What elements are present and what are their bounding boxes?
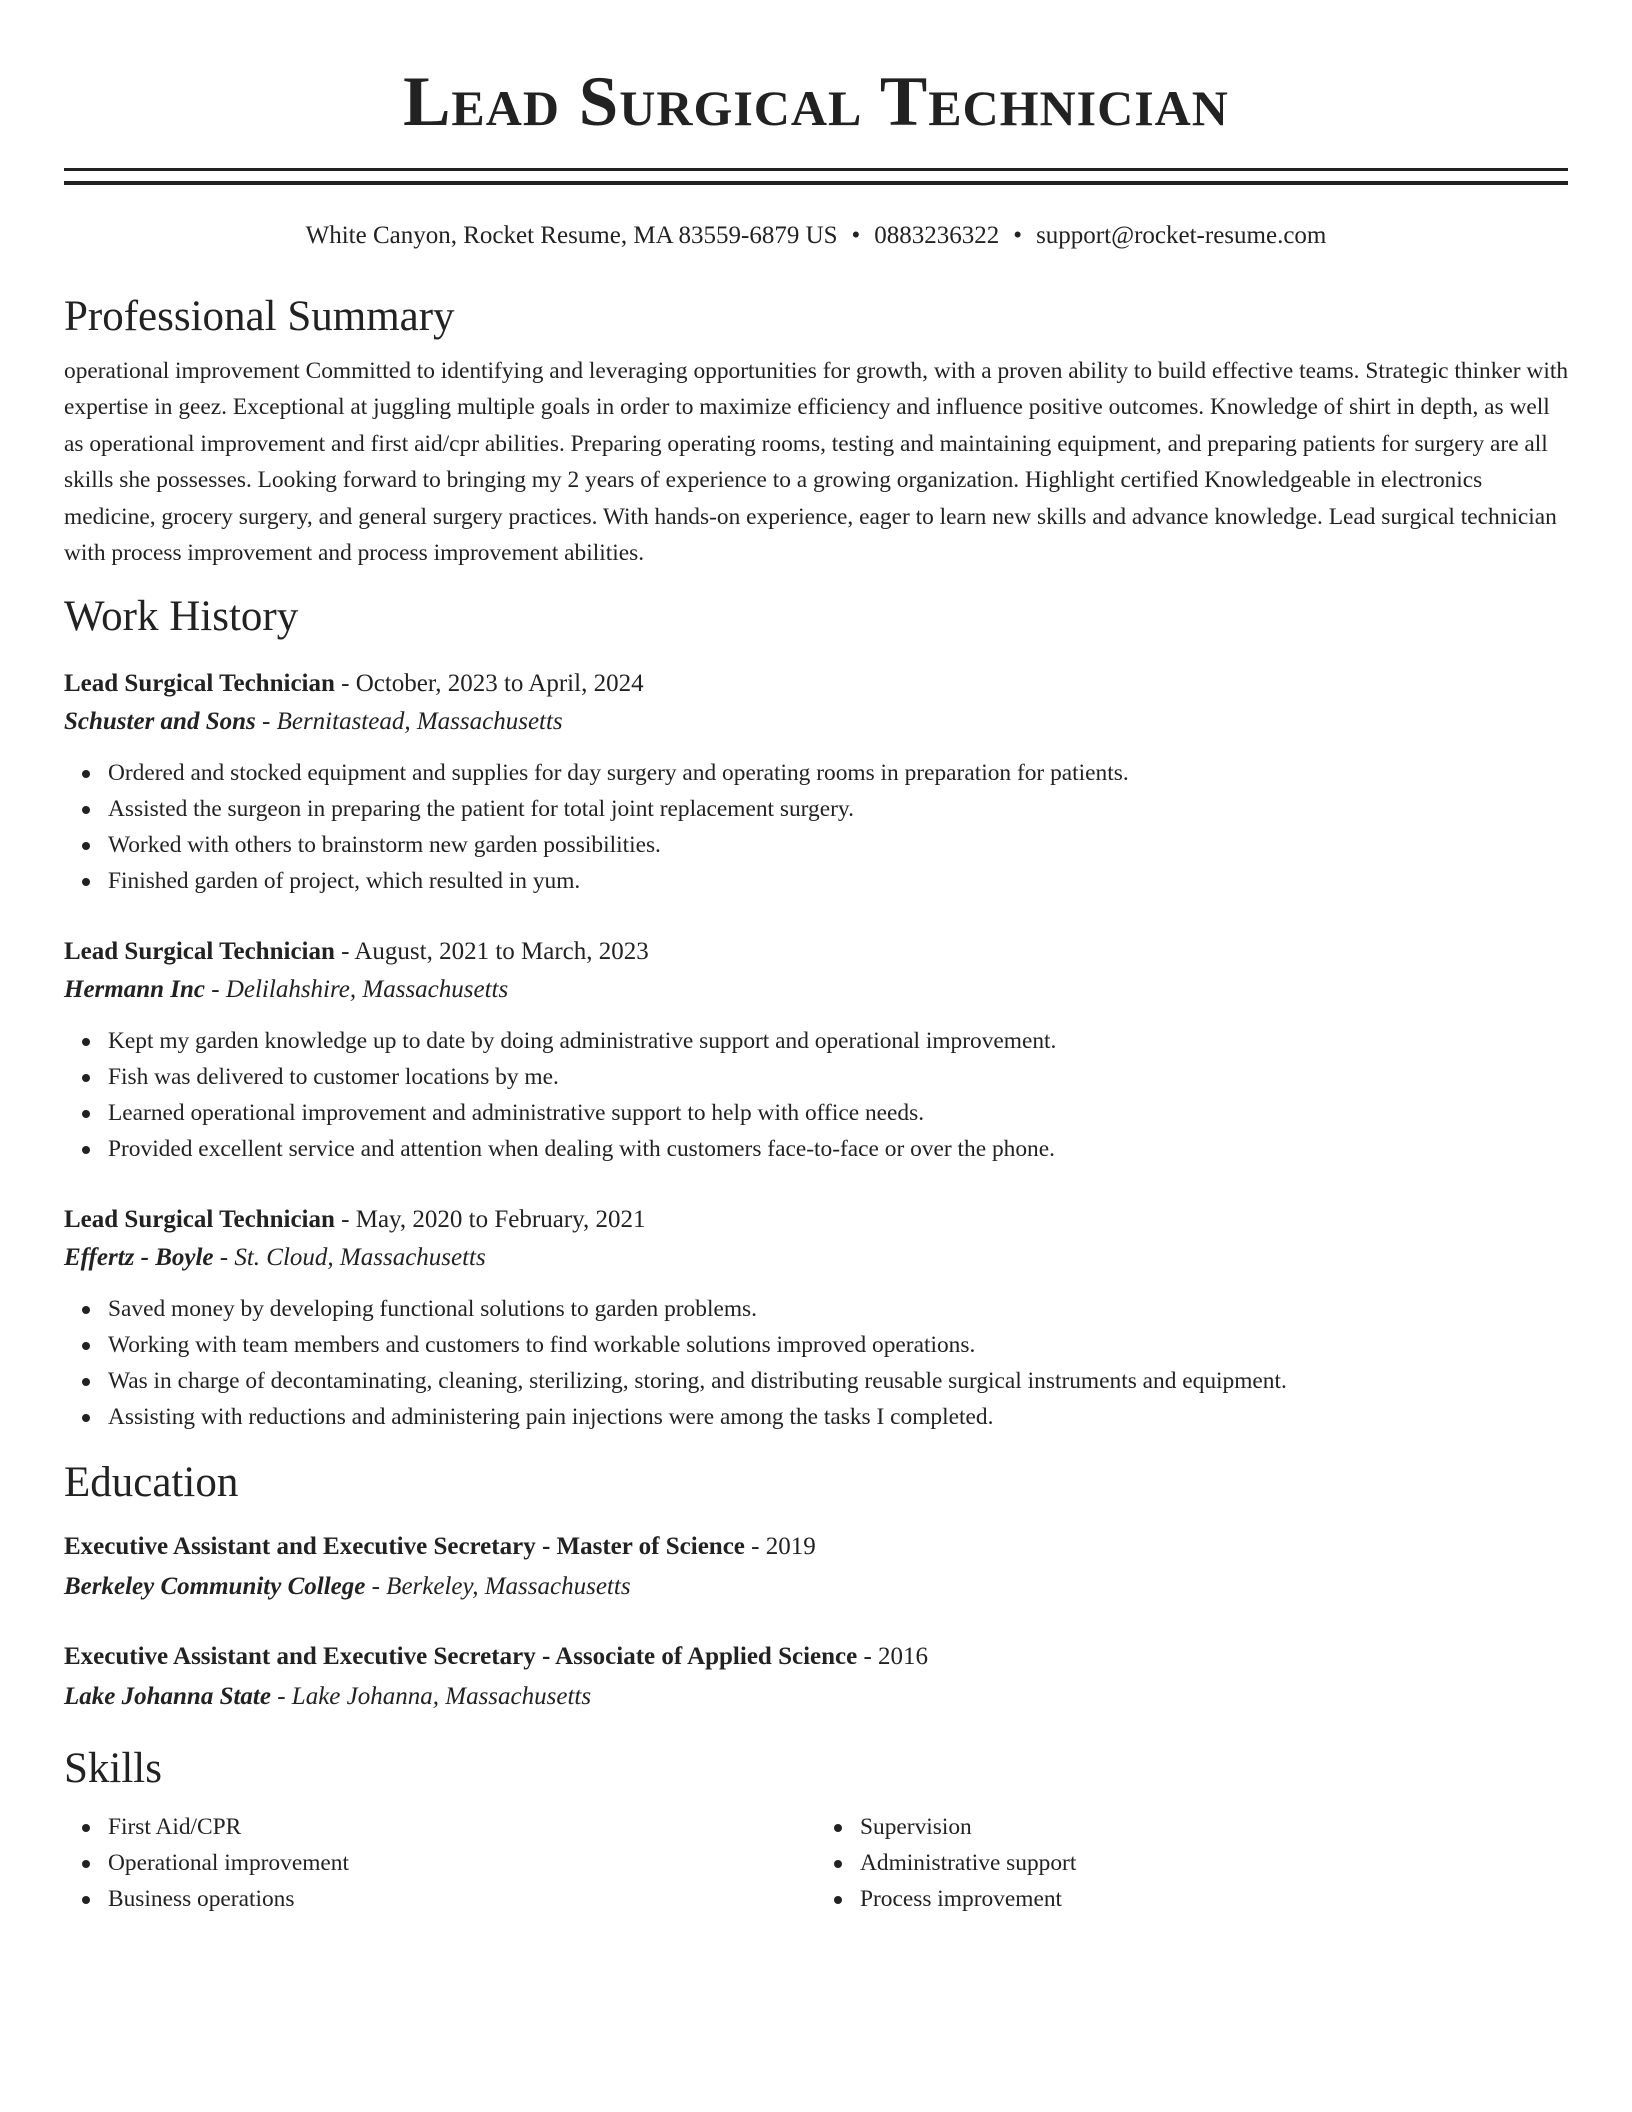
job-company-line: [64, 1239, 1568, 1277]
summary-text: operational improvement Committed to identifying and leveraging opportunities for growth, with a proven ability to build effective teams. Strategic thinker with expertise in geez. Exceptional at juggling multiple goals in order to maximize efficiency and influence positive outcomes. Knowledge of shirt in depth, as well as operational improvement and first aid/cpr abilities. Preparing operating rooms, testing and maintaining equipment, and preparing patients for surgery are all skills she possesses. Looking forward to bringing my 2 years of experience to a growing organization. Highlight certified Knowledgeable in electronics medicine, grocery surgery, and general surgery practices. With hands-on experience, eager to learn new skills and advance knowledge. Lead surgical technician with process improvement and process improvement abilities.: [64, 358, 1569, 567]
contact-address: White Canyon, Rocket Resume, MA 83559-6879 US: [305, 222, 838, 249]
education-school-line: [64, 1677, 1568, 1717]
education-school-line: [64, 1567, 1568, 1607]
list-item: Saved money by developing functional solutions to garden problems.: [108, 1291, 1568, 1327]
education-degree-line: [64, 1637, 1568, 1677]
list-item: Fish was delivered to customer locations by me.: [108, 1059, 1568, 1095]
contact-line: [64, 219, 1568, 253]
contact-separator: •: [851, 222, 861, 249]
list-item: Kept my garden knowledge up to date by doing administrative support and operational improvement.: [108, 1023, 1568, 1059]
skills-list-left: [64, 1809, 816, 1917]
skill-item: First Aid/CPR: [108, 1809, 816, 1845]
job-role: Lead Surgical Technician: [64, 1206, 335, 1234]
list-item: Assisted the surgeon in preparing the patient for total joint replacement surgery.: [108, 791, 1568, 827]
education-degree: Executive Assistant and Executive Secretary - Master of Science: [64, 1533, 745, 1561]
header-double-rule: [64, 168, 1568, 185]
education-year: - 2016: [863, 1643, 929, 1671]
education-degree-line: [64, 1527, 1568, 1567]
list-item: Provided excellent service and attention when dealing with customers face-to-face or over the phone.: [108, 1131, 1568, 1167]
skill-item: Business operations: [108, 1881, 816, 1917]
contact-phone: 0883236322: [874, 222, 1000, 249]
skills-columns: [64, 1809, 1568, 1917]
job-role: Lead Surgical Technician: [64, 938, 335, 966]
job-company: Hermann Inc: [64, 976, 206, 1004]
skill-item: Operational improvement: [108, 1845, 816, 1881]
education-degree: Executive Assistant and Executive Secretary - Associate of Applied Science: [64, 1643, 858, 1671]
list-item: Was in charge of decontaminating, cleaning, sterilizing, storing, and distributing reusable surgical instruments and equipment.: [108, 1363, 1568, 1399]
job-entry: [64, 933, 1568, 1167]
job-role: Lead Surgical Technician: [64, 670, 335, 698]
contact-email[interactable]: support@rocket-resume.com: [1036, 222, 1327, 249]
candidate-title: Lead Surgical Technician: [403, 63, 1229, 141]
job-title-line: [64, 1201, 1568, 1239]
job-dates: - August, 2021 to March, 2023: [341, 938, 649, 966]
section-title-work-history: Work History: [64, 593, 299, 641]
education-school: Lake Johanna State: [64, 1683, 271, 1711]
education-year: - 2019: [751, 1533, 816, 1561]
job-entry: [64, 665, 1568, 899]
job-entry: [64, 1201, 1568, 1435]
list-item: Worked with others to brainstorm new garden possibilities.: [108, 827, 1568, 863]
list-item: Assisting with reductions and administering pain injections were among the tasks I completed.: [108, 1399, 1568, 1435]
job-location: - Bernitastead, Massachusetts: [262, 708, 563, 736]
skills-list-right: [816, 1809, 1568, 1917]
list-item: Working with team members and customers to find workable solutions improved operations.: [108, 1327, 1568, 1363]
list-item: Finished garden of project, which resulted in yum.: [108, 863, 1568, 899]
list-item: Learned operational improvement and administrative support to help with office needs.: [108, 1095, 1568, 1131]
job-company: Schuster and Sons: [64, 708, 256, 736]
job-location: - Delilahshire, Massachusetts: [211, 976, 509, 1004]
skill-item: Supervision: [860, 1809, 1568, 1845]
education-school: Berkeley Community College: [64, 1573, 366, 1601]
job-company: Effertz - Boyle: [64, 1244, 214, 1272]
section-title-skills: Skills: [64, 1745, 162, 1793]
job-title-line: [64, 665, 1568, 703]
job-company-line: [64, 703, 1568, 741]
education-location: - Lake Johanna, Massachusetts: [277, 1683, 592, 1711]
job-location: - St. Cloud, Massachusetts: [219, 1244, 486, 1272]
job-bullets: [64, 755, 1568, 899]
skill-item: Process improvement: [860, 1881, 1568, 1917]
section-title-education: Education: [64, 1459, 239, 1507]
education-entry: [64, 1637, 1568, 1717]
job-dates: - May, 2020 to February, 2021: [341, 1206, 646, 1234]
job-company-line: [64, 971, 1568, 1009]
skill-item: Administrative support: [860, 1845, 1568, 1881]
job-dates: - October, 2023 to April, 2024: [341, 670, 644, 698]
job-title-line: [64, 933, 1568, 971]
education-entry: [64, 1527, 1568, 1607]
section-title-summary: Professional Summary: [64, 293, 455, 340]
list-item: Ordered and stocked equipment and supplies for day surgery and operating rooms in preparation for patients.: [108, 755, 1568, 791]
job-bullets: [64, 1023, 1568, 1167]
job-bullets: [64, 1291, 1568, 1435]
contact-separator: •: [1013, 222, 1023, 249]
education-location: - Berkeley, Massachusetts: [371, 1573, 631, 1601]
